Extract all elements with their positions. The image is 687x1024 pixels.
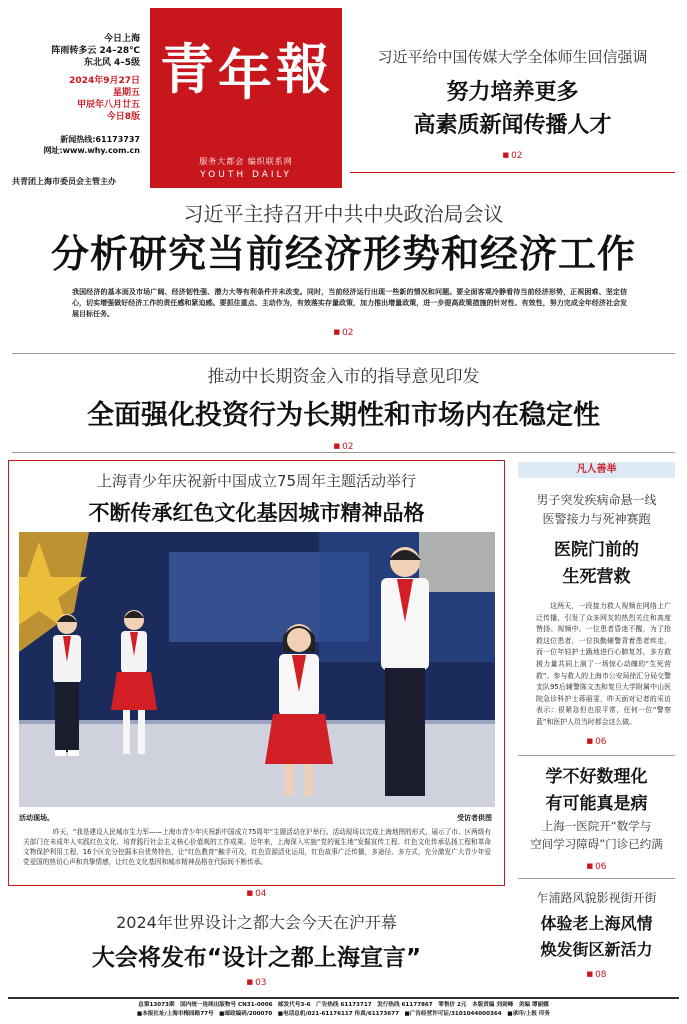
logo-char-3: 報 bbox=[276, 37, 330, 101]
divider bbox=[518, 878, 675, 879]
top-story[interactable] bbox=[350, 46, 675, 161]
sidebar-story-3[interactable] bbox=[518, 889, 675, 980]
bottom-story[interactable] bbox=[8, 910, 505, 988]
feature-kicker: 上海青少年庆祝新中国成立75周年主题活动举行 bbox=[96, 472, 417, 490]
lead-story-page-ref[interactable]: ■ 02 bbox=[12, 328, 675, 338]
story2-title-2: 有可能真是病 bbox=[545, 793, 648, 814]
bottom-story-page-ref[interactable]: ■ 03 bbox=[8, 978, 505, 988]
lead-story-kicker: 习近平主持召开中共中央政治局会议 bbox=[183, 202, 504, 226]
story3-kicker: 乍浦路风貌影视街开街 bbox=[536, 890, 657, 905]
feature-box[interactable] bbox=[8, 460, 505, 886]
logo-english: YOUTH DAILY bbox=[200, 170, 292, 180]
feature-photo bbox=[19, 532, 495, 807]
sponsor-line: 共青团上海市委员会主管主办 bbox=[12, 177, 116, 186]
masthead-info bbox=[12, 33, 140, 156]
newspaper-logo bbox=[150, 8, 342, 188]
issue-weekday: 星期五 bbox=[112, 88, 140, 98]
bottom-story-kicker: 2024年世界设计之都大会今天在沪开幕 bbox=[116, 913, 397, 932]
feature-page-ref[interactable]: ■ 04 bbox=[8, 889, 505, 899]
second-story-kicker: 推动中长期资金入市的指导意见印发 bbox=[207, 367, 480, 387]
story1-kicker-1: 男子突发疾病命悬一线 bbox=[536, 493, 657, 507]
logo-char-2: 年 bbox=[218, 43, 272, 107]
lead-story-summary: 我国经济的基本面及市场广阔、经济韧性强、潜力大等有利条件并未改变。同时，当前经济运行出现一些新的情况和问题。要全面客观冷静看待当前经济形势，正视困难、坚定信心，切实增强做好经济工作的责任感和紧迫感。要抓住重点、主动作为，有效落实存量政策，加力推出增量政策，进一步提高政策措施的针对性、有效性，努力完成全年经济社会发展目标任务。 bbox=[72, 288, 627, 318]
story1-body: 这两天，一段接力救人视频在网络上广泛传播，引发了众多网友的热烈关注和高度赞扬。视频中，一位患者昏迷不醒，为了抢救这位患者，一位执勤辅警背着患者疾走，而一位年轻护士跪地进行心肺复苏，多方救援力量共同上演了一场惊心动魄的“生死营救”。参与救人的上海市公安局徐汇分局交警支队95后辅警陈文杰和复旦大学附属中山医院急诊科护士蒋丽雯，昨天面对记者的采访表示：很紧急但也很平常，任何一位“警察蓝”和医护人员当时都会这么做。 bbox=[536, 602, 671, 726]
sidebar bbox=[518, 462, 675, 980]
top-story-page-ref[interactable]: ■ 02 bbox=[350, 151, 675, 161]
sidebar-section-label: 凡人善举 bbox=[518, 462, 675, 478]
divider bbox=[12, 452, 675, 453]
photo-caption-left: 活动现场。 bbox=[19, 814, 54, 822]
story3-title-2: 焕发街区新活力 bbox=[540, 939, 653, 959]
weather-city: 今日上海 bbox=[103, 34, 140, 44]
issue-lunar-date: 甲辰年八月廿五 bbox=[76, 100, 140, 110]
logo-slogan: 服务大都会 编织联系网 bbox=[199, 157, 293, 166]
footer bbox=[8, 1001, 679, 1019]
logo-char-1: 青 bbox=[160, 37, 214, 101]
lead-story[interactable] bbox=[12, 198, 675, 338]
feature-body: 昨天，“我是建设人民城市生力军——上海市青少年庆祝新中国成立75周年”主题活动在沪举行。活动现场以完成上海地图的形式，展示了市、区两级有关部门在未成年人实践红色文化、培育践行社会主义核心价值观的工作成果。近年来，上海深入实施“党的诞生地”发掘宣传工程、红色文化传承弘扬工程和革命文物保护利用工程，16个区充分挖掘本自优势特色，让“红色教育”触手可及，红色资源活化运用，红色故事广泛传播，多途径、多方式，充分激发广大青少年爱党爱国的热切心声和真挚情感，让红色文化基因和城市精神品格在代际间不断传承。 bbox=[23, 828, 491, 866]
weather-wind: 东北风 4–5级 bbox=[83, 58, 140, 68]
sidebar-story-2[interactable] bbox=[518, 762, 675, 872]
top-story-title-1: 努力培养更多 bbox=[446, 80, 579, 105]
news-hotline: 新闻热线:61173737 bbox=[60, 135, 140, 144]
divider bbox=[518, 755, 675, 756]
story1-title-1: 医院门前的 bbox=[554, 540, 639, 560]
story2-deck-1: 上海一医院开“数学与 bbox=[541, 818, 652, 833]
website: 网址:www.why.com.cn bbox=[43, 146, 140, 155]
footer-line-1: 总第13073期 国内统一连续出版物号 CN31-0006 邮发代号3-6 广告热线 61173717 发行热线 61177867 零售价 2元 本版责编 刘剑峰 美编 谭丽娜 bbox=[138, 1002, 549, 1008]
photo-caption-right: 受访者供图 bbox=[457, 814, 492, 822]
issue-pages: 今日8版 bbox=[106, 112, 140, 122]
issue-date: 2024年9月27日 bbox=[69, 76, 140, 86]
story2-deck-2: 空间学习障碍”门诊已约满 bbox=[530, 836, 663, 851]
footer-line-2: ■本报社址/上海市梅园路77号 ■邮政编码/200070 ■电话总机/021-61176117 传真/61173677 ■广告经营许可证/3101044000364 ■承印/上报 印务 bbox=[136, 1011, 551, 1017]
story3-title-1: 体验老上海风情 bbox=[540, 913, 653, 933]
story3-page-ref[interactable]: ■ 08 bbox=[518, 970, 675, 980]
story1-page-ref[interactable]: ■ 06 bbox=[518, 737, 675, 747]
story2-page-ref[interactable]: ■ 06 bbox=[518, 862, 675, 872]
second-story[interactable] bbox=[12, 362, 675, 452]
bottom-story-title: 大会将发布“设计之都上海宣言” bbox=[91, 945, 422, 971]
masthead-divider bbox=[350, 172, 675, 173]
top-story-kicker: 习近平给中国传媒大学全体师生回信强调 bbox=[377, 48, 648, 66]
footer-rule bbox=[8, 997, 679, 999]
second-story-title: 全面强化投资行为长期性和市场内在稳定性 bbox=[87, 400, 600, 431]
lead-story-title: 分析研究当前经济形势和经济工作 bbox=[50, 232, 636, 276]
story1-kicker-2: 医警接力与死神赛跑 bbox=[542, 512, 651, 526]
sidebar-story-1[interactable] bbox=[518, 491, 675, 747]
top-story-title-2: 高素质新闻传播人才 bbox=[413, 113, 612, 138]
divider bbox=[12, 353, 675, 354]
second-story-page-ref[interactable]: ■ 02 bbox=[12, 442, 675, 452]
story1-title-2: 生死营救 bbox=[562, 567, 631, 587]
photo-illustration bbox=[19, 532, 495, 807]
story2-title-1: 学不好数理化 bbox=[545, 766, 648, 787]
weather-desc: 阵雨转多云 24–28℃ bbox=[51, 46, 140, 56]
feature-title: 不断传承红色文化基因城市精神品格 bbox=[88, 501, 425, 525]
